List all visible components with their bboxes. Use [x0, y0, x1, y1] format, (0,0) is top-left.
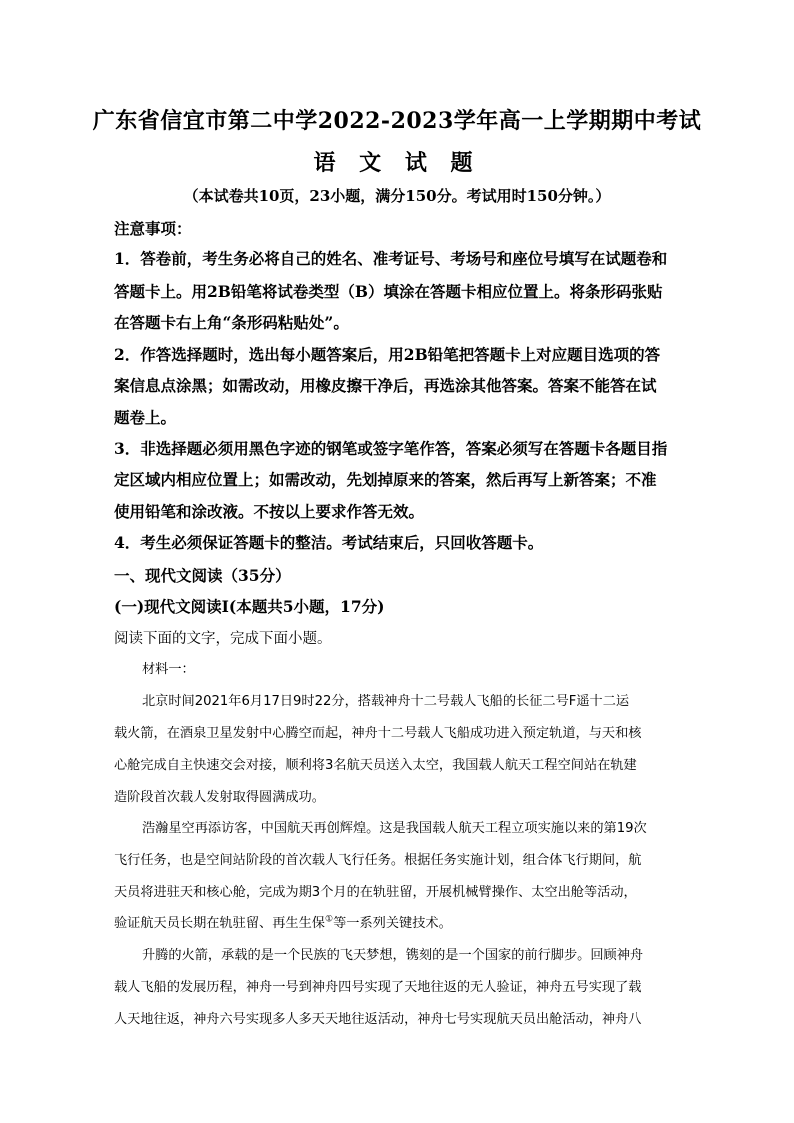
notice-line: 2．作答选择题时，选出每小题答案后，用2B铅笔把答题卡上对应题目选项的答: [114, 345, 661, 364]
notice-line: 案信息点涂黑；如需改动，用橡皮擦干净后，再选涂其他答案。答案不能答在试: [114, 376, 657, 395]
paragraph-line: 升腾的火箭，承载的是一个民族的飞天梦想，镌刻的是一个国家的前行脚步。回顾神舟: [142, 948, 644, 963]
paragraph-line: 天员将进驻天和核心舱，完成为期3个月的在轨驻留，开展机械臂操作、太空出舱等活动，: [114, 885, 637, 900]
paragraph-line: 载火箭，在酒泉卫星发射中心腾空而起，神舟十二号载人飞船成功进入预定轨道，与天和核: [114, 726, 642, 741]
paragraph-line: [114, 912, 690, 931]
notice-line: 定区域内相应位置上；如需改动，先划掉原来的答案，然后再写上新答案；不准: [114, 470, 657, 489]
paragraph-line: 浩瀚星空再添访客，中国航天再创辉煌。这是我国载人航天工程立项实施以来的第19次: [142, 821, 647, 836]
notice-line: 题卷上。: [114, 408, 177, 427]
paragraph-line: 造阶段首次载人发射取得圆满成功。: [114, 790, 325, 805]
paragraph-line: 北京时间2021年6月17日9时22分，搭载神舟十二号载人飞船的长征二号F遥十二运: [142, 694, 630, 709]
notice-line: 答题卡上。用2B铅笔将试卷类型（B）填涂在答题卡相应位置上。将条形码张贴: [114, 282, 663, 301]
notice-heading: 注意事项：: [114, 219, 192, 238]
paragraph-text: 验证航天员长期在轨驻留、再生生保: [114, 916, 325, 931]
paragraph-line: 载人飞船的发展历程，神舟一号到神舟四号实现了天地往返的无人验证，神舟五号实现了载: [114, 980, 642, 995]
notice-line: 4．考生必须保证答题卡的整洁。考试结束后，只回收答题卡。: [114, 533, 544, 552]
paragraph-text: 等一系列关键技术。: [333, 916, 452, 931]
paragraph-line: 飞行任务，也是空间站阶段的首次载人飞行任务。根据任务实施计划，组合体飞行期间，航: [114, 853, 642, 868]
notice-line: 1．答卷前，考生务必将自己的姓名、准考证号、考场号和座位号填写在试题卷和: [114, 249, 668, 268]
section-subheading: (一)现代文阅读Ⅰ(本题共5小题，17分): [114, 597, 385, 616]
exam-info: （本试卷共10页，23小题，满分150分。考试用时150分钟。）: [183, 187, 611, 205]
notice-line: 在答题卡右上角“条形码粘贴处”。: [114, 313, 349, 332]
paragraph-line: 人天地往返，神舟六号实现多人多天天地往返活动，神舟七号实现航天员出舱活动，神舟八: [114, 1012, 642, 1027]
notice-line: 使用铅笔和涂改液。不按以上要求作答无效。: [114, 502, 425, 521]
material-label: 材料一：: [142, 662, 195, 677]
exam-title: 广东省信宜市第二中学2022-2023学年高一上学期期中考试: [92, 108, 702, 134]
notice-line: 3．非选择题必须用黑色字迹的钢笔或签字笔作答，答案必须写在答题卡各题目指: [114, 439, 668, 458]
paragraph-line: 心舱完成自主快速交会对接，顺利将3名航天员送入太空，我国载人航天工程空间站在轨建: [114, 758, 637, 773]
subject-title: 语 文 试 题: [313, 150, 481, 176]
footnote-mark: ①: [325, 914, 334, 925]
section-heading: 一、现代文阅读（35分）: [114, 566, 291, 585]
reading-instruction: 阅读下面的文字，完成下面小题。: [114, 631, 332, 647]
